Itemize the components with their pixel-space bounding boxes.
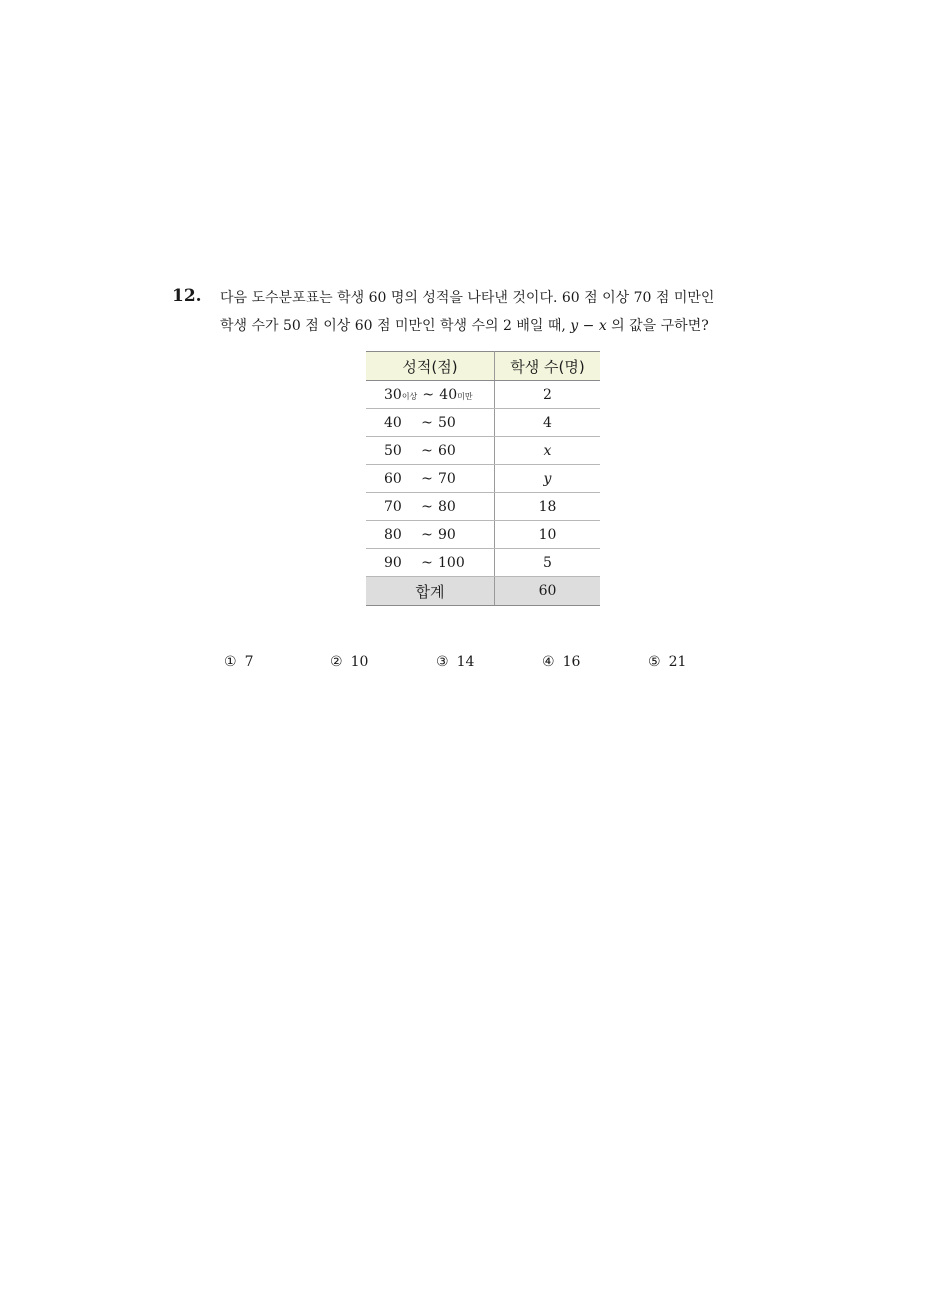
range-tilde: ~ [421, 470, 433, 487]
score-range [366, 381, 495, 409]
student-count: x [495, 437, 601, 465]
score-range [366, 465, 495, 493]
table-row [366, 465, 600, 493]
range-high: 60 [438, 442, 456, 459]
range-tilde: ~ [421, 526, 433, 543]
question-line-2-after: 의 값을 구하면? [606, 318, 709, 334]
choice-value: 21 [668, 654, 687, 670]
choice-value: 14 [456, 654, 475, 670]
range-low: 40 [384, 414, 402, 431]
range-high: 70 [438, 470, 456, 487]
range-high: 90 [438, 526, 456, 543]
choice-5[interactable] [648, 654, 686, 670]
range-tilde: ~ [422, 386, 435, 403]
question-line-2-before: 학생 수가 50 점 이상 60 점 미만인 학생 수의 2 배일 때, [220, 318, 571, 334]
choice-value: 16 [562, 654, 581, 670]
range-low: 80 [384, 526, 402, 543]
table-row [366, 521, 600, 549]
table-row [366, 493, 600, 521]
question-expression: y − x [570, 318, 607, 334]
choice-mark: ⑤ [648, 654, 661, 670]
range-low: 90 [384, 554, 402, 571]
table-header-row [366, 352, 600, 381]
student-count: 2 [495, 381, 601, 409]
range-low: 50 [384, 442, 402, 459]
score-range [366, 437, 495, 465]
table-total-row [366, 577, 600, 606]
range-low: 30 [384, 386, 402, 403]
score-range [366, 409, 495, 437]
student-count: 4 [495, 409, 601, 437]
range-high: 40 [439, 386, 458, 403]
choice-value: 7 [244, 654, 254, 670]
range-tilde: ~ [421, 442, 433, 459]
range-low: 60 [384, 470, 402, 487]
range-high: 80 [438, 498, 456, 515]
total-label: 합계 [366, 577, 495, 606]
table-row [366, 409, 600, 437]
header-count: 학생 수(명) [495, 352, 601, 381]
choice-mark: ② [330, 654, 343, 670]
question-line-2 [220, 312, 780, 340]
range-low: 70 [384, 498, 402, 515]
choice-4[interactable] [542, 654, 580, 670]
choice-mark: ③ [436, 654, 449, 670]
header-score: 성적(점) [366, 352, 495, 381]
range-tilde: ~ [421, 414, 433, 431]
range-low-suffix: 이상 [401, 391, 418, 401]
choice-2[interactable] [330, 654, 368, 670]
range-tilde: ~ [421, 498, 433, 515]
range-high: 50 [438, 414, 456, 431]
table-row [366, 437, 600, 465]
table-row [366, 549, 600, 577]
choice-1[interactable] [224, 654, 253, 670]
table-row [366, 381, 600, 409]
student-count: 18 [495, 493, 601, 521]
range-tilde: ~ [421, 554, 433, 571]
total-count: 60 [495, 577, 601, 606]
score-range [366, 521, 495, 549]
student-count: y [495, 465, 601, 493]
choice-3[interactable] [436, 654, 474, 670]
score-range [366, 549, 495, 577]
question-number: 12. [172, 286, 202, 306]
frequency-table [366, 351, 600, 606]
question-text [220, 284, 780, 340]
choice-mark: ① [224, 654, 237, 670]
choice-value: 10 [350, 654, 369, 670]
score-range [366, 493, 495, 521]
student-count: 5 [495, 549, 601, 577]
question-line-1: 다음 도수분포표는 학생 60 명의 성적을 나타낸 것이다. 60 점 이상 70 점 미만인 [220, 290, 715, 306]
range-high-suffix: 미만 [457, 391, 473, 401]
range-high: 100 [438, 554, 465, 571]
choice-mark: ④ [542, 654, 555, 670]
student-count: 10 [495, 521, 601, 549]
